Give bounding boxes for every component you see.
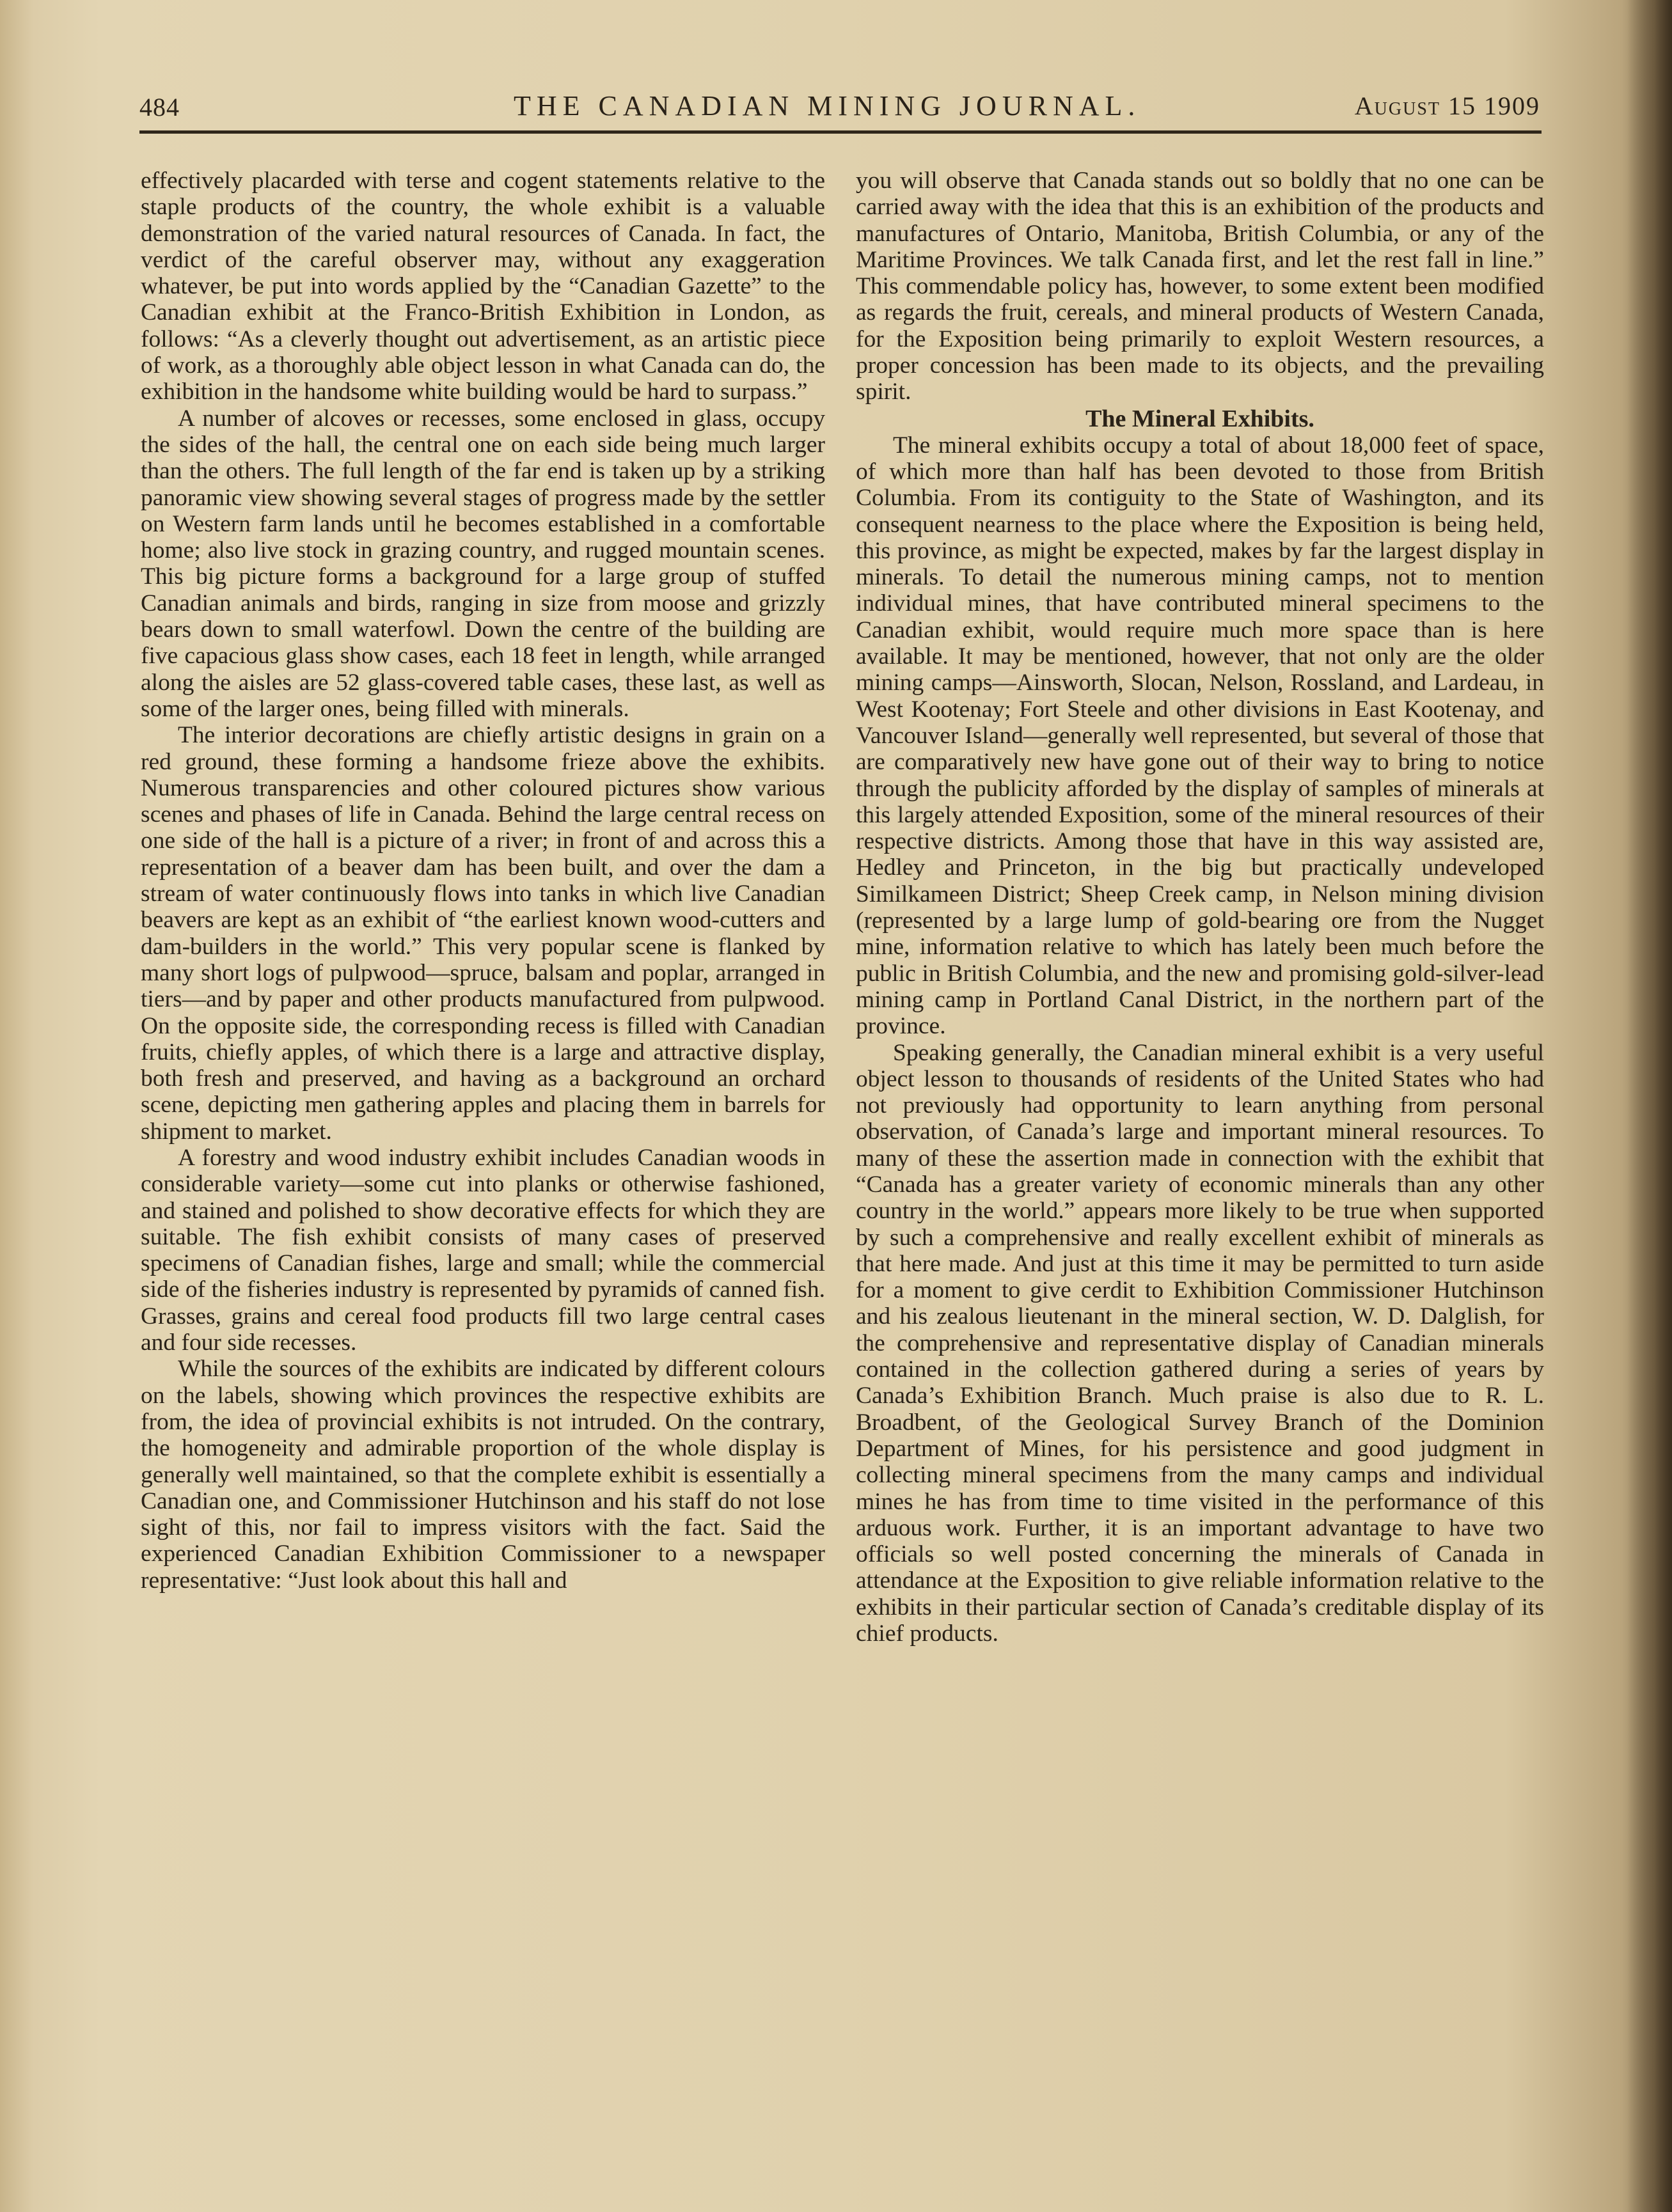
paragraph: you will observe that Canada stands out so boldly that no one can be carried away with the idea that this is an exhibition of the products and manufactures of Ontario, Manitoba, British Columbia, or any of the Maritime Provinces. We talk Canada first, and let the rest fall in line.” This commendable policy has, however, to some extent been modified as regards the fruit, cereals, and mineral products of Western Canada, for the Exposition being primarily to exploit Western resources, a proper concession has been made to its objects, and the prevailing spirit. <box>856 168 1544 405</box>
paragraph: The mineral exhibits occupy a total of about 18,000 feet of space, of which more than half has been devoted to those from British Columbia. From its contiguity to the State of Washington, and its consequent nearness to the place where the Exposition is being held, this province, as might be expected, makes by far the largest display in minerals. To detail the numerous mining camps, not to mention individual mines, that have contributed mineral specimens to the Canadian exhibit, would require much more space than is here available. It may be mentioned, however, that not only are the older mining camps—Ainsworth, Slocan, Nelson, Rossland, and Lardeau, in West Kootenay; Fort Steele and other divisions in East Kootenay, and Vancouver Island—generally well represented, but several of those that are comparatively new have gone out of their way to bring to notice through the publicity afforded by the display of samples of minerals at this largely attended Exposition, some of the mineral resources of their respective districts. Among those that have in this way assisted are, Hedley and Princeton, in the big but practically undeveloped Similkameen District; Sheep Creek camp, in Nelson mining division (represented by a large lump of gold-bearing ore from the Nugget mine, information relative to which has lately been much before the public in British Columbia, and the new and promising gold-silver-lead mining camp in Portland Canal District, in the northern part of the province. <box>856 432 1544 1040</box>
book-spine-shadow <box>1627 0 1672 2212</box>
journal-title: THE CANADIAN MINING JOURNAL. <box>514 90 1141 122</box>
paragraph: A forestry and wood industry exhibit includes Canadian woods in considerable variety—some cut into planks or otherwise fashioned, and stained and polished to show decorative effects for which they are suitable. The fish exhibit consists of many cases of preserved specimens of Canadian fishes, large and small; while the commercial side of the fisheries industry is represented by pyramids of canned fish. Grasses, grains and cereal food products fill two large central cases and four side recesses. <box>141 1144 825 1356</box>
right-column <box>856 168 1544 1647</box>
paragraph: effectively placarded with terse and cogent statements relative to the staple products of the country, the whole exhibit is a valuable demonstration of the varied natural resources of Canada. In fact, the verdict of the careful observer may, without any exaggeration whatever, be put into words applied by the “Canadian Gazette” to the Canadian exhibit at the Franco-British Exhibition in London, as follows: “As a cleverly thought out advertisement, as an artistic piece of work, as a thoroughly able object lesson in what Canada can do, the exhibition in the handsome white building would be hard to surpass.” <box>141 168 825 405</box>
paragraph: Speaking generally, the Canadian mineral exhibit is a very useful object lesson to thousands of residents of the United States who had not previously had opportunity to learn anything from personal observation, of Canada’s large and important mineral resources. To many of these the assertion made in connection with the exhibit that “Canada has a greater variety of economic minerals than any other country in the world.” appears more likely to be true when supported by such a comprehensive and really excellent exhibit of minerals as that here made. And just at this time it may be permitted to turn aside for a moment to give cerdit to Exhibition Commissioner Hutchinson and his zealous lieutenant in the mineral section, W. D. Dalglish, for the comprehensive and representative display of Canadian minerals contained in the collection gathered during a series of years by Canada’s Exhibition Branch. Much praise is also due to R. L. Broadbent, of the Geological Survey Branch of the Dominion Department of Mines, for his persistence and good judgment in collecting mineral specimens from the many camps and individual mines he has from time to time visited in the performance of this arduous work. Further, it is an important advantage to have two officials so well posted concerning the minerals of Canada in attendance at the Exposition to give reliable information relative to the exhibits in their particular section of Canada’s creditable display of its chief products. <box>856 1039 1544 1647</box>
page-number: 484 <box>139 93 180 122</box>
left-column <box>141 168 825 1594</box>
issue-date: August 15 1909 <box>1354 91 1540 120</box>
page-header <box>139 83 1540 128</box>
section-heading: The Mineral Exhibits. <box>1085 405 1314 432</box>
paragraph: While the sources of the exhibits are indicated by different colours on the labels, showing which provinces the respective exhibits are from, the idea of provincial exhibits is not intruded. On the contrary, the homogeneity and admirable proportion of the whole display is generally well maintained, so that the complete exhibit is essentially a Canadian one, and Commissioner Hutchinson and his staff do not lose sight of this, nor fail to impress visitors with the fact. Said the experienced Canadian Exhibition Commissioner to a newspaper representative: “Just look about this hall and <box>141 1356 825 1594</box>
header-rule <box>139 130 1542 134</box>
paragraph: The interior decorations are chiefly artistic designs in grain on a red ground, these forming a handsome frieze above the exhibits. Numerous transparencies and other coloured pictures show various scenes and phases of life in Canada. Behind the large central recess on one side of the hall is a picture of a river; in front of and across this a representation of a beaver dam has been built, and over the dam a stream of water continuously flows into tanks in which live Canadian beavers are kept as an exhibit of “the earliest known wood-cutters and dam-builders in the world.” This very popular scene is flanked by many short logs of pulpwood—spruce, balsam and poplar, arranged in tiers—and by paper and other products manufactured from pulpwood. On the opposite side, the corresponding recess is filled with Canadian fruits, chiefly apples, of which there is a large and attractive display, both fresh and preserved, and having as a background an orchard scene, depicting men gathering apples and placing them in barrels for shipment to market. <box>141 722 825 1145</box>
paragraph: A number of alcoves or recesses, some enclosed in glass, occupy the sides of the hall, the central one on each side being much larger than the others. The full length of the far end is taken up by a striking panoramic view showing several stages of progress made by the settler on Western farm lands until he becomes established in a comfortable home; also live stock in grazing country, and rugged mountain scenes. This big picture forms a background for a large group of stuffed Canadian animals and birds, ranging in size from moose and grizzly bears down to small waterfowl. Down the centre of the building are five capacious glass show cases, each 18 feet in length, while arranged along the aisles are 52 glass-covered table cases, these last, as well as some of the larger ones, being filled with minerals. <box>141 405 825 722</box>
